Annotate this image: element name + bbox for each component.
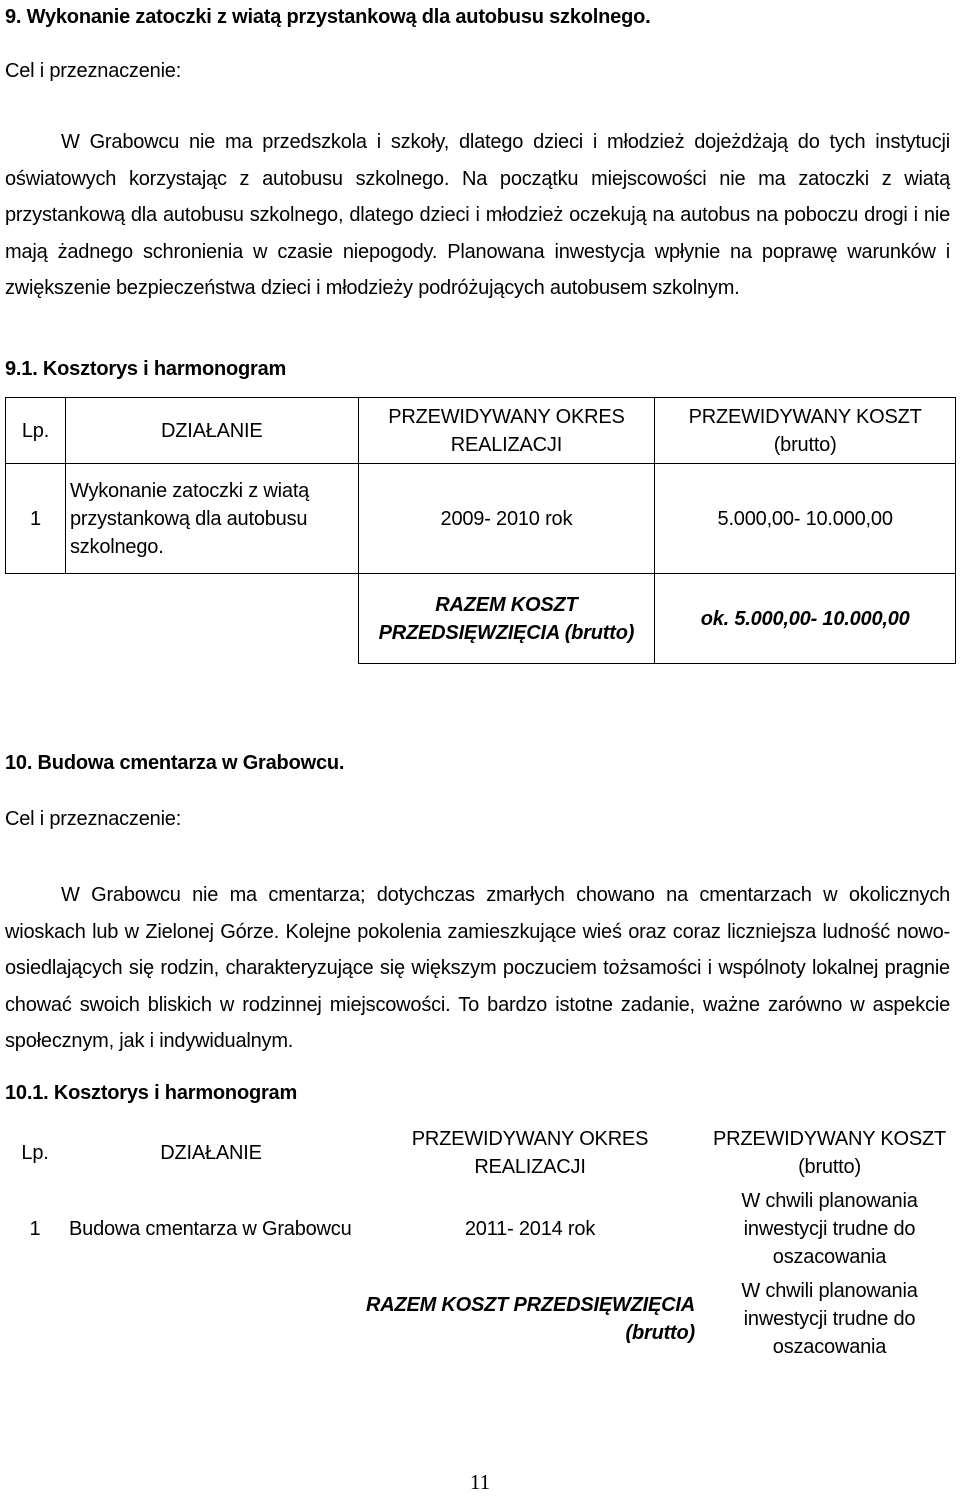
- header-lp: Lp.: [21, 1142, 49, 1164]
- table-total-row: [5, 1274, 956, 1364]
- table-total-row: [6, 574, 956, 664]
- section-10-purpose-label: Cel i przeznaczenie:: [5, 808, 182, 830]
- header-action: DZIAŁANIE: [160, 1142, 262, 1164]
- section-10-title: 10. Budowa cmentarza w Grabowcu.: [5, 752, 345, 774]
- section-9-paragraph: W Grabowcu nie ma przedszkola i szkoły, dlatego dzieci i młodzież dojeżdżają do tych instytucji oświatowych korzystając z autobusu szkolnego. Na początku miejscowości nie ma zatoczki z wiatą przystankową dla autobusu szkolnego, dlatego dzieci i młodzież oczekują na autobus na poboczu drogi i nie mają żadnego schronienia w czasie niepogody. Planowana inwestycja wpłynie na poprawę warunków i zwiększenie bezpieczeństwa dzieci i młodzieży podróżujących autobusem szkolnym.: [5, 131, 950, 299]
- cell-action: Wykonanie zatoczki z wiatą przystankową dla autobusu szkolnego.: [65, 464, 358, 574]
- header-cost: PRZEWIDYWANY KOSZT (brutto): [655, 398, 956, 464]
- section-10-subtitle: 10.1. Kosztorys i harmonogram: [5, 1082, 298, 1104]
- cell-lp: 1: [29, 1218, 41, 1240]
- total-value: W chwili planowania inwestycji trudne do oszacowania: [741, 1280, 918, 1358]
- section-10-paragraph: W Grabowcu nie ma cmentarza; dotychczas zmarłych chowano na cmentarzach w okolicznych wioskach lub w Zielonej Górze. Kolejne pokolenia zamieszkujące wieś oraz coraz liczniejsza ludność nowo-osiedlających się rodzin, charakteryzujące się większym poczuciem tożsamości i wspólnoty lokalnej pragnie chować swoich bliskich w rodzinnej miejscowości. To bardzo istotne zadanie, ważne zarówno w aspekcie społecznym, jak i indywidualnym.: [5, 884, 950, 1052]
- header-cost: PRZEWIDYWANY KOSZT (brutto): [712, 1128, 947, 1178]
- cell-action: Budowa cmentarza w Grabowcu: [69, 1218, 352, 1240]
- section-9-cost-table: [5, 397, 956, 664]
- table-row: [6, 464, 956, 574]
- section-9-subtitle: 9.1. Kosztorys i harmonogram: [5, 358, 287, 380]
- cell-period: 2011- 2014 rok: [464, 1218, 596, 1240]
- cell-period: 2009- 2010 rok: [358, 464, 655, 574]
- table-header-row: [6, 398, 956, 464]
- cell-cost: W chwili planowania inwestycji trudne do oszacowania: [741, 1190, 918, 1268]
- table-header-row: [5, 1122, 956, 1184]
- total-label: RAZEM KOSZT PRZEDSIĘWZIĘCIA (brutto): [365, 1294, 695, 1344]
- header-period: PRZEWIDYWANY OKRES REALIZACJI: [358, 398, 655, 464]
- section-10-cost-table: [5, 1122, 956, 1364]
- header-action: DZIAŁANIE: [65, 398, 358, 464]
- table-row: [5, 1184, 956, 1274]
- section-9-purpose-label: Cel i przeznaczenie:: [5, 60, 182, 82]
- header-lp: Lp.: [6, 398, 66, 464]
- cell-lp: 1: [6, 464, 66, 574]
- page-number: 11: [469, 1470, 491, 1494]
- total-label: RAZEM KOSZT PRZEDSIĘWZIĘCIA (brutto): [358, 574, 655, 664]
- total-value: ok. 5.000,00- 10.000,00: [655, 574, 956, 664]
- header-period: PRZEWIDYWANY OKRES REALIZACJI: [411, 1128, 649, 1178]
- section-9-title: 9. Wykonanie zatoczki z wiatą przystankową dla autobusu szkolnego.: [5, 6, 651, 28]
- cell-cost: 5.000,00- 10.000,00: [655, 464, 956, 574]
